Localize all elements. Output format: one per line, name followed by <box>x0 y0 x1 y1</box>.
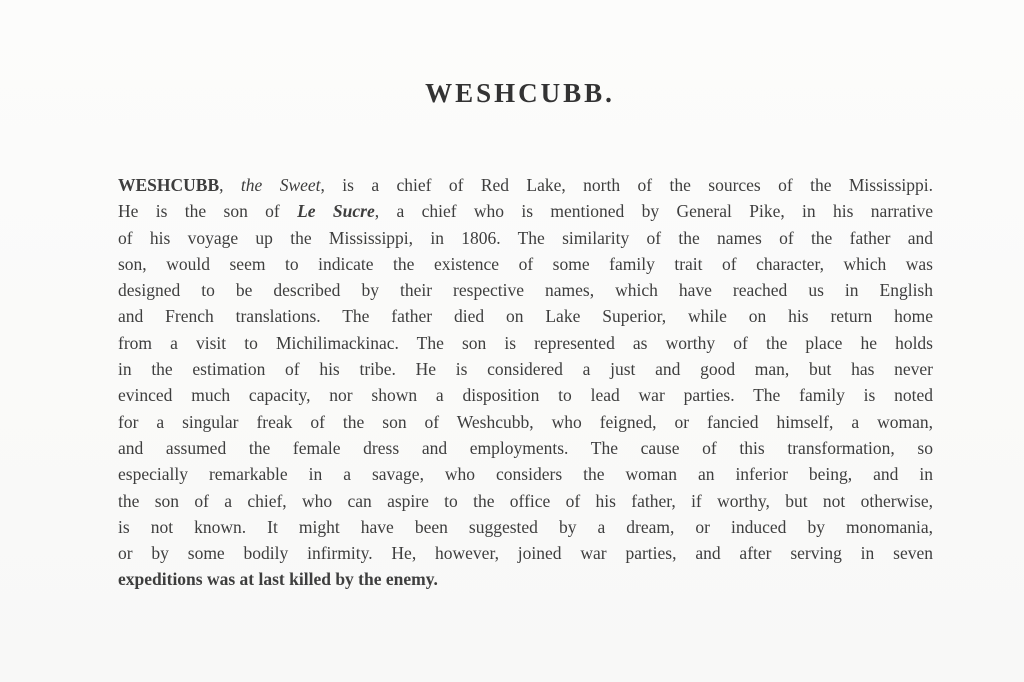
text-segment: or by some bodily infirmity. He, however, joined war parties, and after serving in seven <box>118 543 933 564</box>
text-segment: , a chief who is mentioned by General Pike, in his narrative <box>374 201 933 222</box>
text-line <box>118 198 933 224</box>
text-segment: , is a chief of Red Lake, north of the sources of the Mississippi. <box>320 175 934 195</box>
text-line <box>118 382 933 408</box>
text-segment: especially remarkable in a savage, who considers the woman an inferior being, and in <box>118 464 933 485</box>
text-segment: from a visit to Michilimackinac. The son is represented as worthy of the place he holds <box>118 332 933 353</box>
text-line <box>118 514 933 540</box>
text-line <box>118 277 933 303</box>
text-segment: the son of a chief, who can aspire to the office of his father, if worthy, but not otherwise, <box>118 490 933 511</box>
text-line <box>118 488 933 514</box>
text-line <box>118 409 933 435</box>
text-segment: He is the son of <box>118 201 298 222</box>
text-line <box>118 461 933 487</box>
text-segment: of his voyage up the Mississippi, in 1806. The similarity of the names of the father and <box>118 227 933 248</box>
text-segment: the Sweet <box>240 175 321 195</box>
body-paragraph <box>118 172 933 593</box>
text-line <box>118 356 933 382</box>
document-title: WESHCUBB. <box>425 78 615 108</box>
text-line <box>118 435 933 461</box>
text-segment: and assumed the female dress and employments. The cause of this transformation, so <box>118 437 933 458</box>
text-segment: evinced much capacity, nor shown a disposition to lead war parties. The family is noted <box>118 385 933 406</box>
text-segment: is not known. It might have been suggested by a dream, or induced by monomania, <box>118 516 933 537</box>
text-segment: for a singular freak of the son of Weshcubb, who feigned, or fancied himself, a woman, <box>118 411 933 432</box>
text-segment: WESHCUBB <box>118 175 220 195</box>
text-line <box>118 225 933 251</box>
text-segment: Le Sucre <box>297 201 375 222</box>
text-line <box>118 303 933 329</box>
text-line <box>118 172 933 198</box>
text-segment: expeditions was at last killed by the enemy. <box>118 569 438 590</box>
text-segment: in the estimation of his tribe. He is considered a just and good man, but has never <box>118 359 933 380</box>
text-line <box>118 330 933 356</box>
text-segment: , <box>219 175 241 195</box>
text-line <box>118 540 933 566</box>
text-line <box>118 566 933 592</box>
text-segment: designed to be described by their respective names, which have reached us in English <box>118 280 933 301</box>
text-line <box>118 251 933 277</box>
text-segment: son, would seem to indicate the existence of some family trait of character, which was <box>118 253 933 274</box>
text-segment: and French translations. The father died on Lake Superior, while on his return home <box>118 306 933 327</box>
